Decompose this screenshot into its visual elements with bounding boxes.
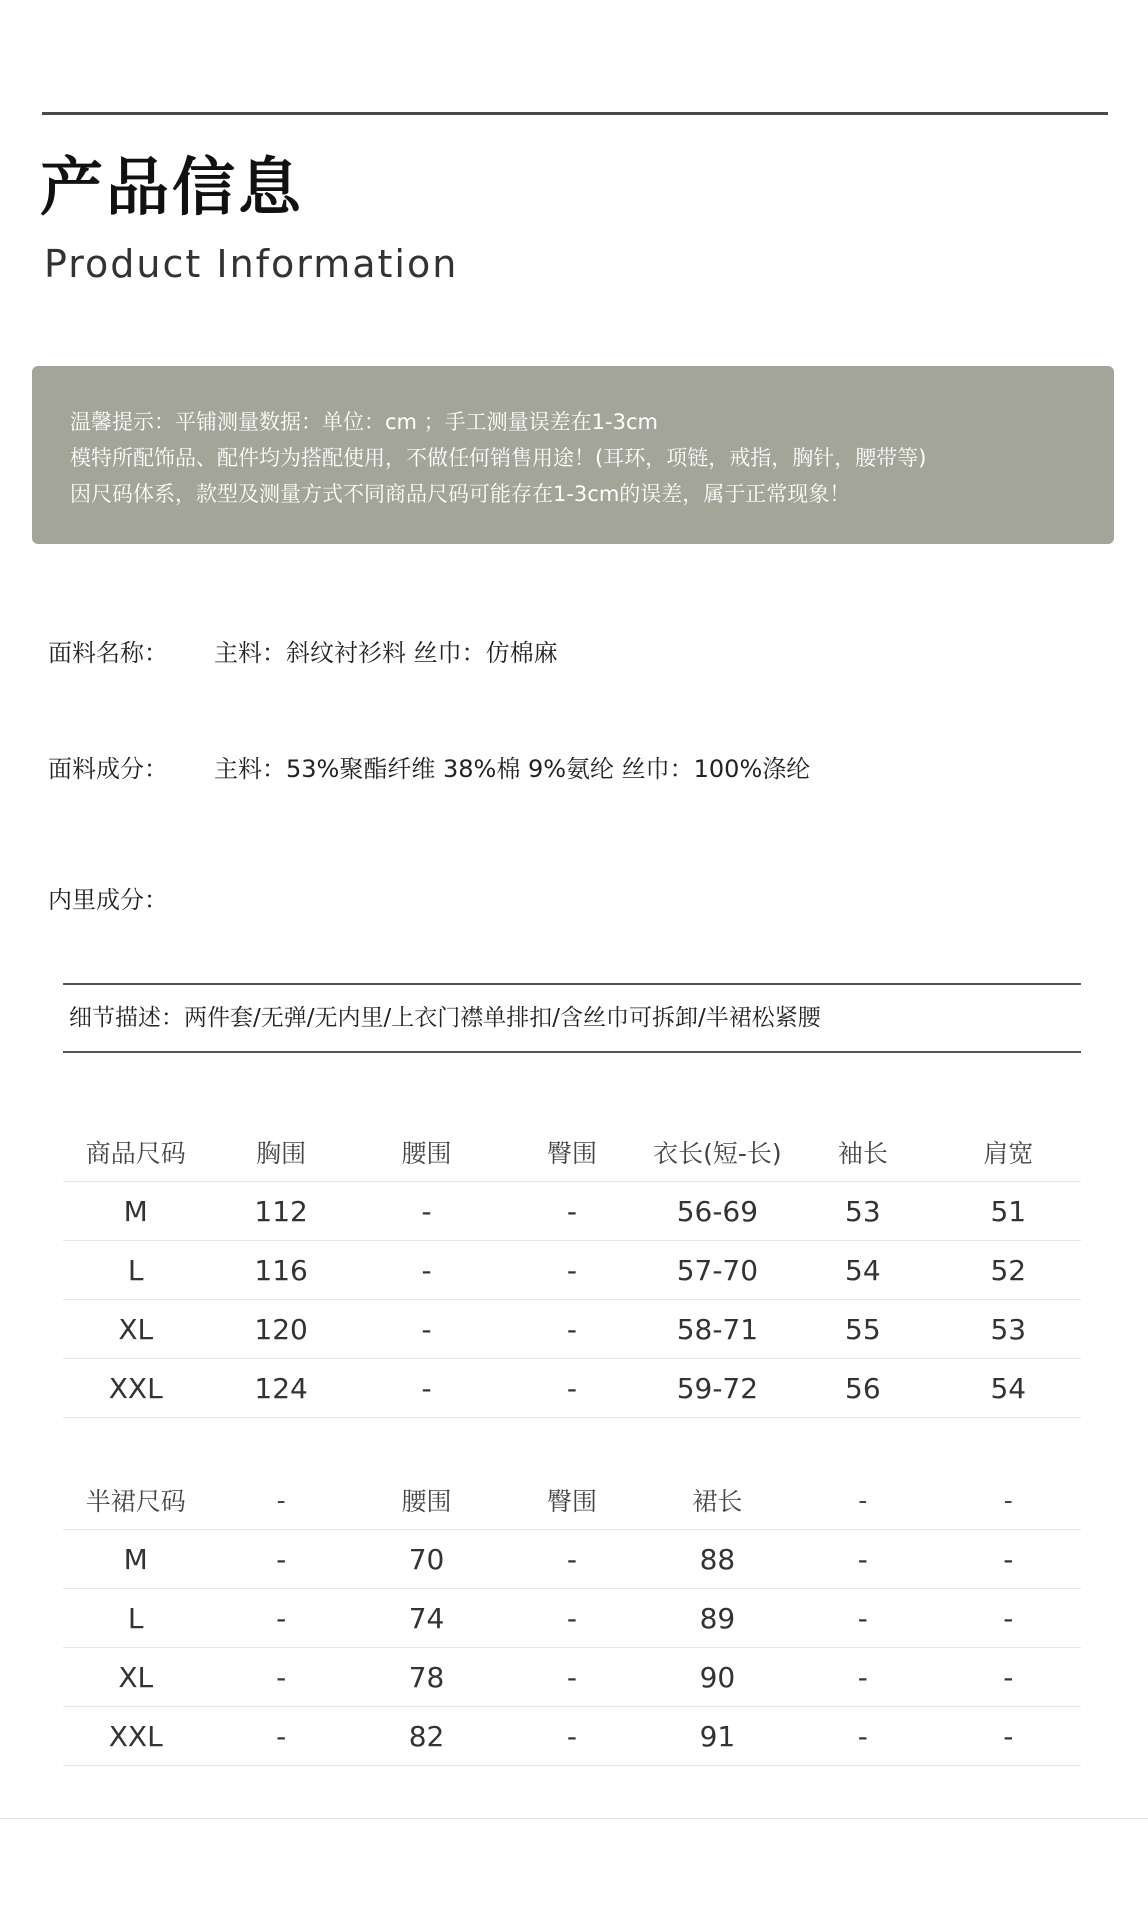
header-cell: - xyxy=(936,1471,1081,1530)
table-cell: 53 xyxy=(936,1300,1081,1359)
table-header-row xyxy=(63,1123,1081,1182)
header-cell: 腰围 xyxy=(354,1123,499,1182)
table-cell: - xyxy=(499,1707,644,1766)
page-subtitle: Product Information xyxy=(44,242,459,286)
header-cell: 臀围 xyxy=(499,1471,644,1530)
table-cell: - xyxy=(790,1530,935,1589)
header-cell: 腰围 xyxy=(354,1471,499,1530)
header-cell: 胸围 xyxy=(208,1123,353,1182)
fabric-name-value: 主料：斜纹衬衫料 丝巾：仿棉麻 xyxy=(214,639,558,667)
table-cell: 70 xyxy=(354,1530,499,1589)
table-row xyxy=(63,1648,1081,1707)
notice-line: 模特所配饰品、配件均为搭配使用，不做任何销售用途！(耳环，项链，戒指，胸针，腰带等) xyxy=(70,446,927,470)
table-cell: - xyxy=(936,1589,1081,1648)
table-cell: 53 xyxy=(790,1182,935,1241)
table-cell: - xyxy=(790,1648,935,1707)
table-cell: 90 xyxy=(645,1648,790,1707)
notice-line: 温馨提示：平铺测量数据：单位：cm ；手工测量误差在1-3cm xyxy=(70,410,658,434)
table-cell: M xyxy=(63,1530,208,1589)
table-cell: - xyxy=(499,1359,644,1418)
table-cell: 116 xyxy=(208,1241,353,1300)
header-cell: 袖长 xyxy=(790,1123,935,1182)
table-cell: 54 xyxy=(790,1241,935,1300)
table-cell: - xyxy=(354,1300,499,1359)
table-cell: - xyxy=(936,1707,1081,1766)
table-cell: 91 xyxy=(645,1707,790,1766)
page-title: 产品信息 xyxy=(40,151,304,224)
table-row xyxy=(63,1241,1081,1300)
details-value: 两件套/无弹/无内里/上衣门襟单排扣/含丝巾可拆卸/半裙松紧腰 xyxy=(184,1005,821,1031)
table-cell: - xyxy=(354,1359,499,1418)
table-row xyxy=(63,1300,1081,1359)
notice-line: 因尺码体系，款型及测量方式不同商品尺码可能存在1-3cm的误差，属于正常现象！ xyxy=(70,482,851,506)
fabric-content-row xyxy=(48,749,810,784)
table-cell: - xyxy=(936,1530,1081,1589)
header-cell: 肩宽 xyxy=(936,1123,1081,1182)
table-cell: - xyxy=(208,1589,353,1648)
table-cell: XL xyxy=(63,1648,208,1707)
table-cell: - xyxy=(208,1707,353,1766)
table-cell: 89 xyxy=(645,1589,790,1648)
table-cell: 124 xyxy=(208,1359,353,1418)
table-header-row xyxy=(63,1471,1081,1530)
top-divider xyxy=(42,112,1108,115)
top-size-table xyxy=(63,1123,1081,1418)
table-cell: XXL xyxy=(63,1707,208,1766)
table-row xyxy=(63,1530,1081,1589)
table-cell: 58-71 xyxy=(645,1300,790,1359)
table-cell: 112 xyxy=(208,1182,353,1241)
details-row xyxy=(63,983,1081,1053)
table-cell: - xyxy=(354,1182,499,1241)
table-cell: 55 xyxy=(790,1300,935,1359)
header-cell: 臀围 xyxy=(499,1123,644,1182)
fabric-name-label: 面料名称： xyxy=(48,639,168,667)
table-cell: - xyxy=(499,1241,644,1300)
table-cell: 120 xyxy=(208,1300,353,1359)
table-cell: 78 xyxy=(354,1648,499,1707)
lining-content-row xyxy=(48,880,214,915)
table-cell: 54 xyxy=(936,1359,1081,1418)
table-cell: 52 xyxy=(936,1241,1081,1300)
table-cell: XL xyxy=(63,1300,208,1359)
table-cell: XXL xyxy=(63,1359,208,1418)
table-cell: L xyxy=(63,1589,208,1648)
table-cell: 59-72 xyxy=(645,1359,790,1418)
table-row xyxy=(63,1589,1081,1648)
table-row xyxy=(63,1359,1081,1418)
table-cell: 57-70 xyxy=(645,1241,790,1300)
table-cell: M xyxy=(63,1182,208,1241)
notice-box xyxy=(32,366,1114,544)
table-cell: - xyxy=(499,1530,644,1589)
fabric-content-label: 面料成分： xyxy=(48,755,168,783)
table-row xyxy=(63,1182,1081,1241)
header-cell: 半裙尺码 xyxy=(63,1471,208,1530)
table-cell: - xyxy=(208,1530,353,1589)
table-cell: 51 xyxy=(936,1182,1081,1241)
header-cell: - xyxy=(208,1471,353,1530)
table-cell: 56 xyxy=(790,1359,935,1418)
lining-content-label: 内里成分： xyxy=(48,886,168,914)
table-cell: - xyxy=(499,1589,644,1648)
header-cell: 衣长(短-长) xyxy=(645,1123,790,1182)
bottom-divider xyxy=(0,1818,1148,1819)
details-label: 细节描述： xyxy=(69,1005,184,1031)
table-cell: - xyxy=(936,1648,1081,1707)
table-cell: L xyxy=(63,1241,208,1300)
table-cell: - xyxy=(499,1182,644,1241)
header-cell: 裙长 xyxy=(645,1471,790,1530)
table-cell: - xyxy=(354,1241,499,1300)
skirt-size-table xyxy=(63,1471,1081,1766)
table-cell: - xyxy=(499,1300,644,1359)
table-cell: - xyxy=(790,1707,935,1766)
table-cell: 82 xyxy=(354,1707,499,1766)
table-cell: 74 xyxy=(354,1589,499,1648)
table-cell: - xyxy=(790,1589,935,1648)
fabric-name-row xyxy=(48,633,558,668)
table-cell: - xyxy=(499,1648,644,1707)
table-row xyxy=(63,1707,1081,1766)
table-cell: - xyxy=(208,1648,353,1707)
table-cell: 88 xyxy=(645,1530,790,1589)
fabric-content-value: 主料：53%聚酯纤维 38%棉 9%氨纶 丝巾：100%涤纶 xyxy=(214,755,811,783)
table-cell: 56-69 xyxy=(645,1182,790,1241)
header-cell: 商品尺码 xyxy=(63,1123,208,1182)
header-cell: - xyxy=(790,1471,935,1530)
